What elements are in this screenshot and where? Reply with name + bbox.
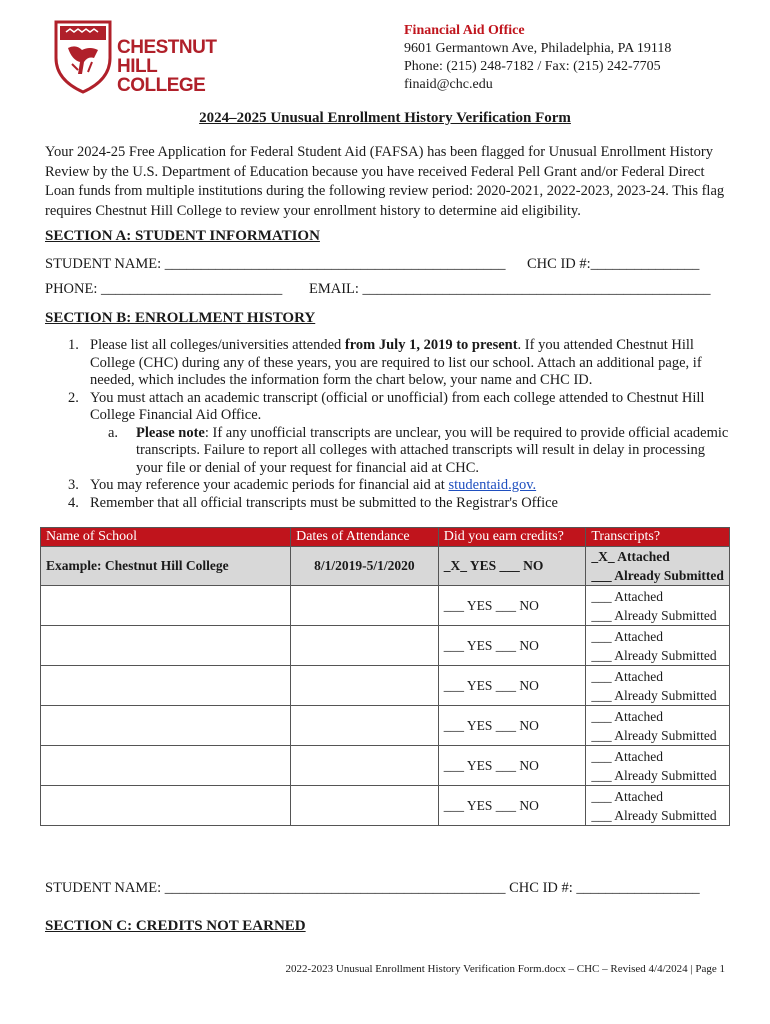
form-title: 2024–2025 Unusual Enrollment History Verification Form (199, 110, 571, 126)
header-name-of-school: Name of School (41, 528, 291, 547)
transcripts-cell[interactable] (586, 706, 730, 746)
submitted-option[interactable]: ___ Already Submitted (591, 727, 717, 743)
dates-cell[interactable] (291, 746, 439, 786)
table-row (41, 666, 730, 706)
office-email: finaid@chc.edu (404, 77, 493, 92)
page-footer: 2022-2023 Unusual Enrollment History Verification Form.docx – CHC – Revised 4/4/2024 | Page 1 (285, 963, 725, 975)
student-name-field[interactable]: STUDENT NAME: _______________________________________________ (45, 256, 506, 272)
attached-option[interactable]: ___ Attached (591, 708, 663, 724)
section-a-heading: SECTION A: STUDENT INFORMATION (45, 228, 320, 244)
example-attached: _X_ Attached (591, 549, 670, 564)
submitted-option[interactable]: ___ Already Submitted (591, 767, 717, 783)
table-row (41, 586, 730, 626)
example-credits: _X_ YES ___ NO (438, 547, 586, 586)
school-cell[interactable] (41, 626, 291, 666)
office-phone-fax: Phone: (215) 248-7182 / Fax: (215) 242-7705 (404, 59, 661, 74)
attached-option[interactable]: ___ Attached (591, 748, 663, 764)
list-item (68, 495, 733, 513)
logo-wordmark (117, 38, 216, 95)
item1-text-end: . If you attended Chestnut Hill College (CHC) during any of these years, you are required to list our school. Attach an additional page, if needed, which includes the information form the chart below, your name and CHC ID. (90, 337, 702, 388)
example-submitted: ___ Already Submitted (591, 568, 724, 583)
list-number: 1. (68, 337, 79, 353)
bottom-student-name-field[interactable]: STUDENT NAME: _______________________________________________ CHC ID #: _________________ (45, 880, 700, 896)
list-item (68, 477, 733, 495)
office-address: 9601 Germantown Ave, Philadelphia, PA 19118 (404, 41, 672, 56)
submitted-option[interactable]: ___ Already Submitted (591, 647, 717, 663)
credits-cell[interactable]: ___ YES ___ NO (438, 626, 586, 666)
credits-cell[interactable]: ___ YES ___ NO (438, 746, 586, 786)
list-number: 3. (68, 477, 79, 493)
dates-cell[interactable] (291, 626, 439, 666)
credits-cell[interactable]: ___ YES ___ NO (438, 706, 586, 746)
table-row (41, 746, 730, 786)
office-name: Financial Aid Office (404, 23, 525, 38)
attached-option[interactable]: ___ Attached (591, 588, 663, 604)
table-row (41, 786, 730, 826)
sub-list-item (108, 425, 733, 478)
header-earned-credits: Did you earn credits? (438, 528, 586, 547)
section-c-heading: SECTION C: CREDITS NOT EARNED (45, 918, 306, 934)
example-school: Example: Chestnut Hill College (41, 547, 291, 586)
table-row (41, 706, 730, 746)
transcripts-cell[interactable] (586, 626, 730, 666)
logo-line-3: COLLEGE (117, 75, 206, 96)
sub-list-letter: a. (108, 424, 119, 441)
sub-item-text: : If any unofficial transcripts are unclear, you will be required to provide official academic transcripts. Failure to report all colleges with attached transcripts will result in delay in processing your file or denial of your request for financial aid at CHC. (136, 424, 729, 476)
attached-option[interactable]: ___ Attached (591, 788, 663, 804)
school-cell[interactable] (41, 786, 291, 826)
dates-cell[interactable] (291, 706, 439, 746)
transcripts-cell[interactable] (586, 786, 730, 826)
header-dates-of-attendance: Dates of Attendance (291, 528, 439, 547)
example-row (41, 547, 730, 586)
dates-cell[interactable] (291, 586, 439, 626)
header-transcripts: Transcripts? (586, 528, 730, 547)
intro-paragraph: Your 2024-25 Free Application for Federal Student Aid (FAFSA) has been flagged for Unusual Enrollment History Review by the U.S. Department of Education because you have received Federal Pell Grant and/or Federal Direct Loan funds from multiple institutions during the following review period: 2020-2021, 2022-2023, 2023-24. This flag requires Chestnut Hill College to review your enrollment history to determine aid eligibility. (45, 144, 725, 219)
table-header-row (41, 528, 730, 547)
school-cell[interactable] (41, 666, 291, 706)
please-note-label: Please note (136, 424, 205, 441)
logo-line-1: CHESTNUT (117, 37, 217, 58)
attached-option[interactable]: ___ Attached (591, 668, 663, 684)
example-dates: 8/1/2019-5/1/2020 (291, 547, 439, 586)
submitted-option[interactable]: ___ Already Submitted (591, 607, 717, 623)
list-item (68, 337, 733, 390)
attached-option[interactable]: ___ Attached (591, 628, 663, 644)
item1-date-range: from July 1, 2019 to present (344, 337, 518, 353)
crest-icon (52, 18, 114, 94)
submitted-option[interactable]: ___ Already Submitted (591, 687, 717, 703)
studentaid-link[interactable]: studentaid.gov. (448, 477, 537, 493)
email-field[interactable]: EMAIL: ________________________________________________ (309, 281, 711, 297)
logo-line-2: HILL (117, 56, 158, 77)
item1-text-start: Please list all colleges/universities attended (90, 337, 345, 353)
list-number: 4. (68, 494, 79, 511)
phone-field[interactable]: PHONE: _________________________ (45, 281, 283, 297)
example-transcripts (586, 547, 730, 586)
submitted-option[interactable]: ___ Already Submitted (591, 807, 717, 823)
dates-cell[interactable] (291, 786, 439, 826)
school-cell[interactable] (41, 586, 291, 626)
transcripts-cell[interactable] (586, 666, 730, 706)
list-item (68, 390, 733, 425)
credits-cell[interactable]: ___ YES ___ NO (438, 666, 586, 706)
item3-text: You may reference your academic periods for financial aid at (90, 477, 449, 493)
item4-text: Remember that all official transcripts must be submitted to the Registrar's Office (90, 494, 558, 511)
instructions-list (68, 337, 733, 512)
item2-text: You must attach an academic transcript (official or unofficial) from each college attended to Chestnut Hill College Financial Aid Office. (90, 389, 705, 423)
office-contact-block (404, 22, 671, 94)
dates-cell[interactable] (291, 666, 439, 706)
enrollment-history-table (40, 527, 730, 826)
school-cell[interactable] (41, 706, 291, 746)
chc-id-field[interactable]: CHC ID #:_______________ (527, 256, 700, 272)
credits-cell[interactable]: ___ YES ___ NO (438, 586, 586, 626)
credits-cell[interactable]: ___ YES ___ NO (438, 786, 586, 826)
transcripts-cell[interactable] (586, 586, 730, 626)
transcripts-cell[interactable] (586, 746, 730, 786)
list-number: 2. (68, 389, 79, 406)
section-b-heading: SECTION B: ENROLLMENT HISTORY (45, 310, 316, 326)
table-row (41, 626, 730, 666)
school-cell[interactable] (41, 746, 291, 786)
